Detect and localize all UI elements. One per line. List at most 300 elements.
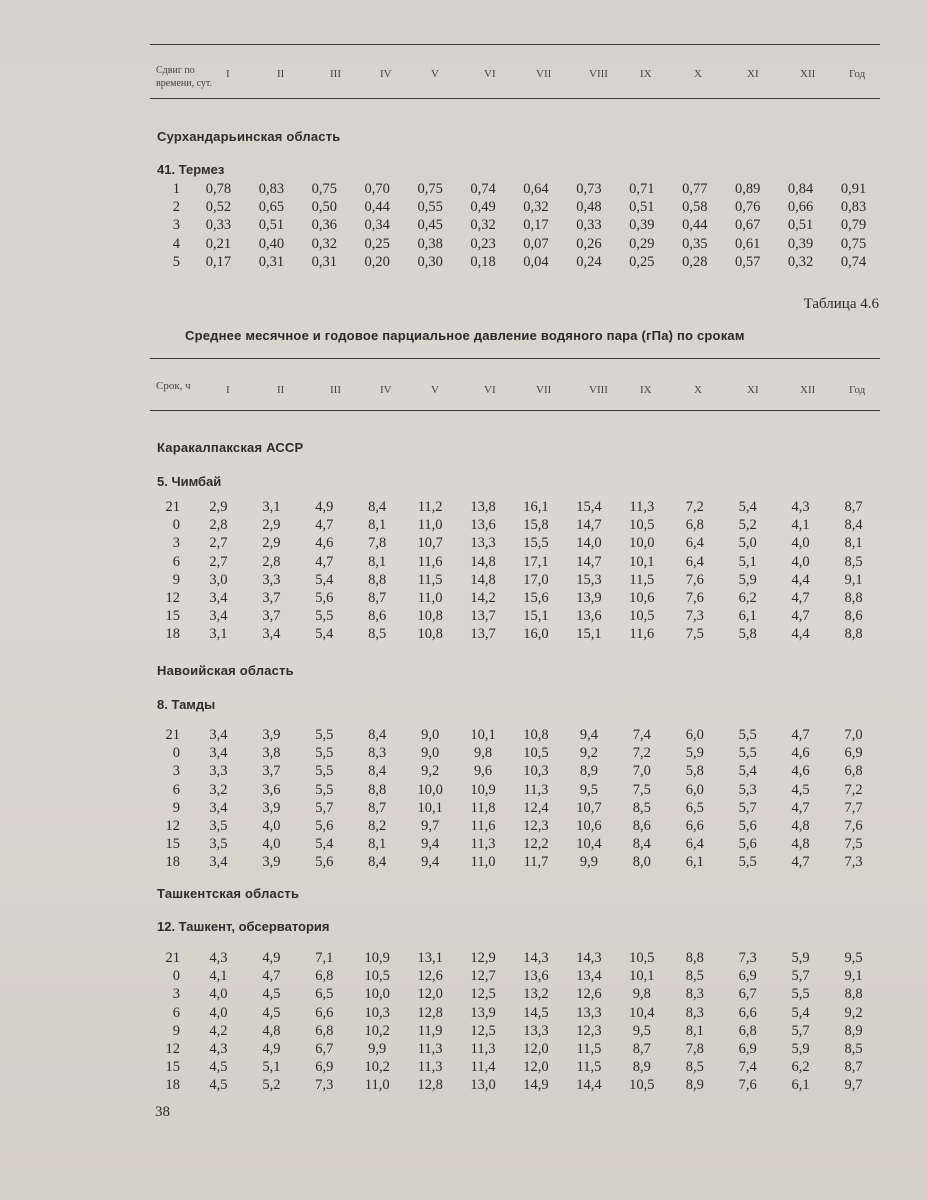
- table-cell: 4,0: [209, 1004, 228, 1021]
- table-cell: 0,18: [470, 253, 496, 270]
- table-cell: 6,4: [685, 836, 704, 853]
- table-cell: 13,9: [470, 1004, 496, 1021]
- table-cell: 4,3: [209, 950, 228, 966]
- table-cell: 9,2: [421, 763, 440, 780]
- table-cell: 13,6: [576, 608, 602, 625]
- table-cell: 12,0: [417, 986, 443, 1003]
- table-cell: 5,5: [738, 854, 757, 871]
- table-cell: 0,32: [787, 253, 814, 270]
- table-cell: 5,5: [315, 781, 334, 798]
- section-title: Каракалпакская АССР: [157, 440, 304, 455]
- table-cell: 0,52: [205, 199, 232, 216]
- table-cell: 5,5: [791, 986, 810, 1003]
- table-cell: 3,9: [262, 799, 281, 816]
- row-label: 2: [172, 199, 180, 216]
- table-cell: 5,4: [315, 836, 334, 853]
- header-month-1: I: [226, 384, 230, 396]
- table-cell: 0,21: [205, 235, 232, 252]
- table-cell: 3,4: [209, 799, 228, 816]
- table-cell: 0,71: [629, 181, 655, 197]
- table-cell: 4,5: [791, 781, 810, 798]
- table-cell: 2,9: [209, 499, 228, 515]
- table-cell: 7,6: [685, 590, 704, 607]
- table-cell: 5,2: [738, 517, 757, 534]
- table-cell: 11,6: [470, 818, 496, 835]
- header-month-12: XII: [800, 384, 816, 396]
- table-cell: 10,0: [629, 535, 655, 552]
- table-cell: 10,7: [576, 799, 602, 816]
- table-cell: 10,1: [629, 968, 655, 985]
- table-cell: 5,4: [315, 571, 334, 588]
- table-cell: 0,34: [364, 217, 390, 234]
- table-cell: 11,3: [417, 1059, 443, 1076]
- table-cell: 10,5: [629, 608, 655, 625]
- table-cell: 4,5: [262, 1004, 281, 1021]
- table-cell: 2,9: [262, 517, 281, 534]
- table-cell: 6,4: [685, 535, 704, 552]
- table-cell: 4,4: [791, 626, 810, 643]
- table-cell: 3,0: [209, 571, 228, 588]
- table-cell: 9,5: [844, 950, 863, 966]
- table-cell: 0,48: [576, 199, 602, 216]
- table-cell: 0,17: [523, 217, 549, 234]
- table-cell: 0,55: [417, 199, 443, 216]
- table-cell: 0,26: [576, 235, 602, 252]
- table-cell: 0,17: [205, 253, 232, 270]
- table-cell: 10,4: [629, 1004, 655, 1021]
- table-cell: 5,6: [315, 854, 334, 871]
- row-label: 0: [172, 968, 180, 985]
- main-top-rule: [150, 358, 880, 359]
- header-month-1: I: [226, 68, 230, 80]
- table-cell: 7,3: [738, 950, 757, 966]
- table-cell: 10,5: [629, 950, 655, 966]
- page-number: 38: [155, 1104, 170, 1120]
- table-cell: 0,73: [576, 181, 602, 197]
- table-row: [150, 1040, 880, 1058]
- table-cell: 8,1: [368, 553, 387, 570]
- header-month-4: IV: [380, 68, 392, 80]
- table-cell: 0,32: [311, 235, 337, 252]
- table-cell: 13,6: [523, 968, 549, 985]
- table-cell: 15,4: [576, 499, 602, 515]
- table-cell: 0,24: [576, 253, 602, 270]
- table-cell: 10,1: [470, 727, 496, 743]
- table-cell: 8,5: [685, 968, 704, 985]
- row-label: 9: [172, 571, 180, 588]
- table-cell: 8,7: [368, 590, 387, 607]
- table-cell: 10,2: [364, 1059, 390, 1076]
- table-cell: 10,9: [470, 781, 496, 798]
- table-cell: 0,45: [417, 217, 443, 234]
- table-cell: 9,0: [421, 727, 440, 743]
- table-cell: 4,7: [791, 727, 810, 743]
- table-cell: 0,39: [787, 235, 814, 252]
- table-cell: 9,6: [474, 763, 493, 780]
- table-cell: 11,3: [417, 1041, 443, 1058]
- table-cell: 0,31: [311, 253, 337, 270]
- table-cell: 8,5: [844, 553, 863, 570]
- header-month-10: X: [694, 68, 702, 80]
- table-cell: 9,7: [844, 1077, 863, 1094]
- table-cell: 3,4: [209, 854, 228, 871]
- table-cell: 14,4: [576, 1077, 602, 1094]
- table-cell: 11,7: [523, 854, 549, 871]
- table-cell: 11,0: [470, 854, 496, 871]
- table-cell: 12,8: [417, 1077, 443, 1094]
- table-row: [150, 1058, 880, 1076]
- table-cell: 17,0: [523, 571, 549, 588]
- main-header-rule: [150, 410, 880, 411]
- table-cell: 0,38: [417, 235, 443, 252]
- table-cell: 12,9: [470, 950, 496, 966]
- table-cell: 8,8: [368, 571, 387, 588]
- table-cell: 11,0: [417, 590, 443, 607]
- table-cell: 4,6: [315, 535, 334, 552]
- table-cell: 6,1: [791, 1077, 810, 1094]
- table-cell: 3,4: [209, 608, 228, 625]
- table-cell: 12,3: [523, 818, 549, 835]
- table-cell: 8,9: [844, 1022, 863, 1039]
- table-cell: 3,7: [262, 608, 281, 625]
- row-label: 3: [172, 535, 180, 552]
- table-cell: 13,4: [576, 968, 602, 985]
- table-cell: 0,51: [787, 217, 814, 234]
- table-cell: 8,4: [368, 854, 387, 871]
- table-cell: 7,8: [685, 1041, 704, 1058]
- row-label: 6: [172, 553, 180, 570]
- row-label: 5: [172, 253, 180, 270]
- table-cell: 11,3: [470, 1041, 496, 1058]
- table-cell: 8,6: [632, 818, 651, 835]
- row-label: 1: [172, 181, 180, 197]
- row-label: 15: [165, 608, 180, 625]
- table-cell: 10,0: [417, 781, 443, 798]
- table-cell: 5,6: [315, 590, 334, 607]
- table-cell: 5,9: [685, 745, 704, 762]
- table-cell: 8,9: [632, 1059, 651, 1076]
- table-cell: 2,7: [209, 553, 228, 570]
- table-cell: 15,8: [523, 517, 549, 534]
- header-term-label: Срок, ч: [156, 380, 191, 392]
- table-cell: 0,61: [734, 235, 761, 252]
- table-cell: 12,6: [576, 986, 602, 1003]
- row-label: 12: [165, 818, 180, 835]
- table-cell: 13,2: [523, 986, 549, 1003]
- section-title: Сурхандарьинская область: [157, 129, 341, 144]
- table-cell: 7,5: [685, 626, 704, 643]
- row-label: 18: [165, 1077, 180, 1094]
- table-cell: 14,3: [523, 950, 549, 966]
- table-cell: 7,2: [844, 781, 863, 798]
- table-cell: 0,74: [470, 181, 496, 197]
- table-cell: 13,3: [470, 535, 496, 552]
- table-cell: 8,2: [368, 818, 387, 835]
- table-cell: 6,5: [685, 799, 704, 816]
- table-cell: 0,50: [311, 199, 337, 216]
- table-cell: 6,8: [685, 517, 704, 534]
- station-title: 5. Чимбай: [157, 474, 222, 489]
- table-cell: 14,3: [576, 950, 602, 966]
- table-cell: 0,75: [840, 235, 867, 252]
- table-cell: 8,8: [844, 590, 863, 607]
- table-cell: 0,20: [364, 253, 390, 270]
- table-row: [150, 498, 880, 516]
- table-cell: 0,65: [258, 199, 285, 216]
- table-cell: 10,8: [417, 626, 443, 643]
- header-month-13: Год: [849, 384, 866, 396]
- table-cell: 0,75: [417, 181, 443, 197]
- table-cell: 10,2: [364, 1022, 390, 1039]
- table-row: [150, 216, 880, 234]
- table-cell: 3,8: [262, 745, 281, 762]
- table-cell: 6,1: [738, 608, 757, 625]
- table-cell: 12,0: [523, 1041, 549, 1058]
- table-cell: 3,7: [262, 590, 281, 607]
- table-cell: 8,5: [685, 1059, 704, 1076]
- table-cell: 4,9: [262, 1041, 281, 1058]
- table-cell: 10,1: [417, 799, 443, 816]
- table-cell: 5,4: [738, 763, 757, 780]
- table-cell: 5,6: [738, 836, 757, 853]
- table-cell: 9,8: [474, 745, 493, 762]
- table-cell: 8,1: [685, 1022, 704, 1039]
- row-label: 21: [165, 727, 180, 743]
- section-title: Навоийская область: [157, 663, 294, 678]
- table-cell: 15,1: [576, 626, 602, 643]
- table-cell: 3,3: [209, 763, 228, 780]
- table-cell: 4,0: [791, 553, 810, 570]
- table-cell: 10,5: [523, 745, 549, 762]
- table-cell: 6,1: [685, 854, 704, 871]
- table-cell: 12,3: [576, 1022, 602, 1039]
- table-cell: 11,0: [417, 517, 443, 534]
- table-row: [150, 1076, 880, 1094]
- table-cell: 7,3: [315, 1077, 334, 1094]
- table-cell: 0,25: [364, 235, 390, 252]
- termez-table: [150, 180, 880, 271]
- table-cell: 13,7: [470, 608, 496, 625]
- table-cell: 12,6: [417, 968, 443, 985]
- table-cell: 8,7: [632, 1041, 651, 1058]
- header-month-6: VI: [484, 384, 496, 396]
- tamdy-table: [150, 726, 880, 872]
- table-cell: 5,5: [315, 745, 334, 762]
- header-month-9: IX: [640, 384, 652, 396]
- table-cell: 12,2: [523, 836, 549, 853]
- table-cell: 12,5: [470, 986, 496, 1003]
- table-cell: 9,1: [844, 571, 863, 588]
- table-cell: 3,1: [209, 626, 228, 643]
- table-cell: 5,2: [262, 1077, 281, 1094]
- table-cell: 5,9: [791, 950, 810, 966]
- table-cell: 4,7: [791, 590, 810, 607]
- table-cell: 4,5: [262, 986, 281, 1003]
- table-cell: 8,4: [844, 517, 863, 534]
- table-cell: 9,5: [632, 1022, 651, 1039]
- table-cell: 4,9: [315, 499, 334, 515]
- table-cell: 16,1: [523, 499, 549, 515]
- table-cell: 2,8: [262, 553, 281, 570]
- table-cell: 8,3: [368, 745, 387, 762]
- table-cell: 8,9: [685, 1077, 704, 1094]
- table-cell: 2,8: [209, 517, 228, 534]
- table-row: [150, 835, 880, 853]
- table-cell: 8,3: [685, 1004, 704, 1021]
- table-cell: 4,3: [209, 1041, 228, 1058]
- row-label: 3: [172, 986, 180, 1003]
- table-cell: 4,0: [791, 535, 810, 552]
- table-cell: 14,7: [576, 517, 602, 534]
- table-cell: 11,8: [470, 799, 496, 816]
- table-cell: 7,0: [632, 763, 651, 780]
- table-cell: 7,7: [844, 799, 863, 816]
- table-row: [150, 253, 880, 271]
- table-cell: 8,4: [632, 836, 651, 853]
- table-cell: 4,1: [791, 517, 810, 534]
- header-month-3: III: [330, 68, 341, 80]
- table-cell: 6,8: [738, 1022, 757, 1039]
- top-table-header: [150, 60, 880, 100]
- table-cell: 10,5: [364, 968, 390, 985]
- table-row: [150, 1022, 880, 1040]
- table-cell: 5,9: [791, 1041, 810, 1058]
- table-cell: 10,7: [417, 535, 443, 552]
- table-cell: 11,3: [470, 836, 496, 853]
- table-cell: 6,7: [738, 986, 757, 1003]
- table-cell: 2,7: [209, 535, 228, 552]
- table-cell: 4,4: [791, 571, 810, 588]
- table-cell: 10,8: [523, 727, 549, 743]
- table-cell: 11,3: [523, 781, 549, 798]
- table-row: [150, 589, 880, 607]
- table-cell: 8,1: [844, 535, 863, 552]
- table-cell: 10,9: [364, 950, 390, 966]
- table-cell: 13,0: [470, 1077, 496, 1094]
- table-cell: 14,0: [576, 535, 602, 552]
- table-cell: 4,8: [791, 836, 810, 853]
- table-cell: 9,4: [421, 836, 440, 853]
- table-row: [150, 198, 880, 216]
- table-cell: 5,6: [738, 818, 757, 835]
- table-cell: 3,7: [262, 763, 281, 780]
- table-cell: 0,39: [629, 217, 655, 234]
- table-cell: 0,36: [311, 217, 337, 234]
- table-cell: 13,8: [470, 499, 496, 515]
- top-header-rule: [150, 98, 880, 99]
- table-cell: 15,3: [576, 571, 602, 588]
- table-row: [150, 799, 880, 817]
- table-cell: 9,9: [368, 1041, 387, 1058]
- table-cell: 6,2: [738, 590, 757, 607]
- table-cell: 11,6: [417, 553, 443, 570]
- table-cell: 9,5: [579, 781, 598, 798]
- table-cell: 14,2: [470, 590, 496, 607]
- row-label: 9: [172, 1022, 180, 1039]
- table-cell: 10,6: [629, 590, 655, 607]
- table-cell: 4,0: [262, 836, 281, 853]
- table-cell: 9,2: [844, 1004, 863, 1021]
- table-cell: 4,7: [262, 968, 281, 985]
- table-cell: 8,8: [844, 986, 863, 1003]
- table-cell: 10,6: [576, 818, 602, 835]
- row-label: 4: [172, 235, 180, 252]
- table-row: [150, 534, 880, 552]
- table-row: [150, 235, 880, 253]
- table-cell: 0,32: [523, 199, 549, 216]
- table-cell: 0,23: [470, 235, 496, 252]
- table-cell: 16,0: [523, 626, 549, 643]
- table-cell: 6,2: [791, 1059, 810, 1076]
- table-cell: 5,1: [738, 553, 757, 570]
- table-cell: 10,5: [629, 517, 655, 534]
- table-cell: 0,66: [787, 199, 814, 216]
- table-cell: 6,9: [738, 1041, 757, 1058]
- table-cell: 7,6: [685, 571, 704, 588]
- table-cell: 13,9: [576, 590, 602, 607]
- table-cell: 7,2: [632, 745, 651, 762]
- table-cell: 3,2: [209, 781, 228, 798]
- table-cell: 8,8: [685, 950, 704, 966]
- table-cell: 5,3: [738, 781, 757, 798]
- table-cell: 0,33: [205, 217, 232, 234]
- table-cell: 4,6: [791, 745, 810, 762]
- table-cell: 8,1: [368, 836, 387, 853]
- table-cell: 15,6: [523, 590, 549, 607]
- table-cell: 13,3: [576, 1004, 602, 1021]
- table-row: [150, 762, 880, 780]
- table-cell: 4,7: [315, 517, 334, 534]
- table-cell: 0,77: [682, 181, 708, 197]
- table-cell: 0,79: [840, 217, 867, 234]
- table-cell: 13,3: [523, 1022, 549, 1039]
- table-cell: 5,4: [315, 626, 334, 643]
- row-label: 12: [165, 1041, 180, 1058]
- row-label: 21: [165, 499, 180, 515]
- table-row: [150, 781, 880, 799]
- table-cell: 4,7: [315, 553, 334, 570]
- table-cell: 3,6: [262, 781, 281, 798]
- row-label: 18: [165, 626, 180, 643]
- table-cell: 5,6: [315, 818, 334, 835]
- top-rule: [150, 44, 880, 45]
- table-cell: 4,1: [209, 968, 228, 985]
- table-cell: 5,5: [738, 727, 757, 743]
- table-cell: 6,9: [738, 968, 757, 985]
- table-cell: 6,9: [315, 1059, 334, 1076]
- table-cell: 11,9: [417, 1022, 443, 1039]
- table-cell: 0,35: [682, 235, 708, 252]
- table-cell: 15,5: [523, 535, 549, 552]
- table-cell: 11,2: [417, 499, 443, 515]
- table-cell: 8,9: [579, 763, 598, 780]
- table-cell: 0,04: [523, 253, 549, 270]
- table-cell: 3,9: [262, 854, 281, 871]
- table-cell: 0,67: [734, 217, 761, 234]
- table-cell: 0,44: [364, 199, 390, 216]
- header-month-11: XI: [747, 384, 759, 396]
- table-row: [150, 817, 880, 835]
- table-cell: 8,4: [368, 727, 387, 743]
- table-cell: 0,49: [470, 199, 496, 216]
- table-cell: 7,2: [685, 499, 704, 515]
- header-month-4: IV: [380, 384, 392, 396]
- table-cell: 9,4: [579, 727, 598, 743]
- table-cell: 10,3: [364, 1004, 390, 1021]
- table-cell: 4,6: [791, 763, 810, 780]
- table-cell: 13,6: [470, 517, 496, 534]
- table-cell: 14,7: [576, 553, 602, 570]
